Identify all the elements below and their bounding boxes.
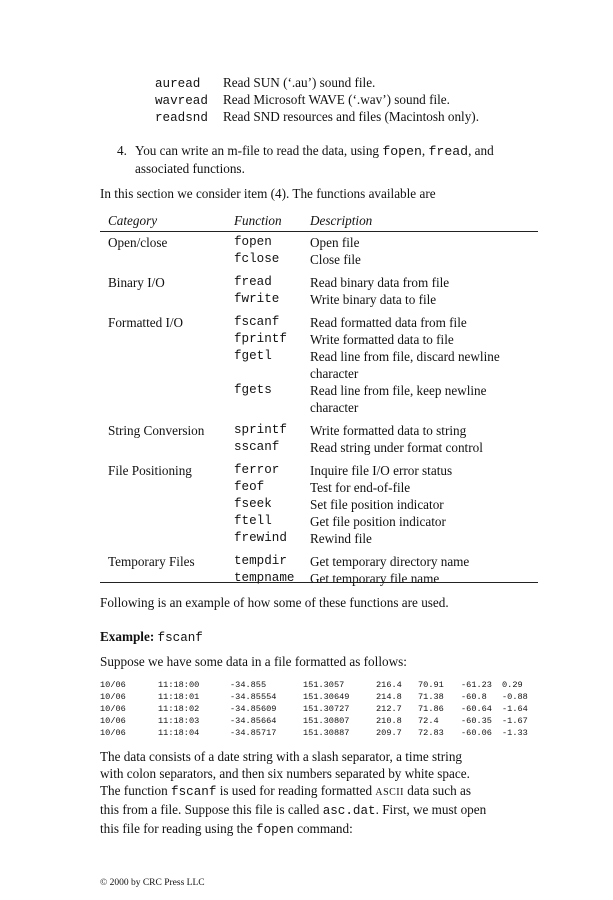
text-line: with colon separators, and then six numbers separated by white space. (100, 766, 470, 781)
intro-paragraph: In this section we consider item (4). The functions available are (100, 186, 436, 201)
function-cell: fread (234, 275, 272, 289)
description-cell: Inquire file I/O error status (310, 463, 453, 478)
data-cell: 151.30649 (303, 692, 350, 702)
suppose-paragraph: Suppose we have some data in a file formatted as follows: (100, 654, 407, 669)
list-item-text (135, 142, 542, 177)
data-cell: 10/06 (100, 680, 126, 690)
description-cell: Get temporary directory name (310, 554, 470, 569)
data-cell: 72.83 (418, 728, 444, 738)
function-name: readsnd (155, 111, 208, 125)
text-line: The data consists of a date string with a slash separator, a time string (100, 749, 463, 764)
function-cell: tempdir (234, 554, 287, 568)
function-description: Read SND resources and files (Macintosh only). (223, 109, 479, 124)
function-description: Read SUN (‘.au’) sound file. (223, 75, 376, 90)
data-cell: -61.23 (461, 680, 492, 690)
data-cell: -1.64 (502, 704, 528, 714)
data-cell: 10/06 (100, 704, 126, 714)
code-filename: asc.dat (322, 804, 376, 818)
text: You can write an m-file to read the data, using (135, 143, 383, 158)
data-cell: -60.64 (461, 704, 492, 714)
data-cell: 210.8 (376, 716, 402, 726)
description-cell: Read binary data from file (310, 275, 450, 290)
description-cell: Write formatted data to file (310, 332, 454, 347)
data-cell: -60.8 (461, 692, 487, 702)
code-fopen: fopen (382, 144, 422, 159)
text: , and associated functions. (135, 143, 494, 176)
data-cell: -60.35 (461, 716, 492, 726)
function-cell: sprintf (234, 423, 287, 437)
description-cell: Set file position indicator (310, 497, 444, 512)
function-cell: sscanf (234, 440, 280, 454)
text: , (421, 143, 429, 158)
data-cell: 72.4 (418, 716, 439, 726)
text-line (100, 782, 540, 801)
code-fread: fread (428, 144, 469, 159)
text-line (100, 820, 540, 839)
category-cell: Temporary Files (108, 554, 195, 569)
description-cell: Test for end-of-file (310, 480, 411, 495)
copyright-footer: © 2000 by CRC Press LLC (100, 878, 205, 888)
reader-row (155, 74, 375, 92)
data-listing (100, 679, 540, 741)
function-cell: fgetl (234, 349, 272, 363)
description-cell: Get temporary file name (310, 571, 440, 586)
description-cell: Read line from file, keep newline (310, 383, 487, 398)
data-cell: 11:18:04 (158, 728, 200, 738)
function-cell: fwrite (234, 292, 280, 306)
description-cell: Get file position indicator (310, 514, 446, 529)
description-cell: Read formatted data from file (310, 315, 467, 330)
description-cell: character (310, 400, 359, 415)
list-number: 4. (117, 143, 127, 158)
function-cell: fgets (234, 383, 272, 397)
data-cell: 11:18:01 (158, 692, 200, 702)
text-line (100, 801, 540, 820)
data-cell: 70.91 (418, 680, 444, 690)
data-cell: 151.30887 (303, 728, 350, 738)
header-description: Description (310, 213, 373, 228)
example-function: fscanf (157, 631, 203, 645)
data-cell: 216.4 (376, 680, 402, 690)
table-rule-bottom (100, 582, 538, 583)
data-cell: -34.85554 (230, 692, 277, 702)
data-cell: -1.67 (502, 716, 528, 726)
description-cell: Read line from file, discard newline (310, 349, 500, 364)
category-cell: File Positioning (108, 463, 192, 478)
data-cell: -34.85609 (230, 704, 277, 714)
data-cell: -0.88 (502, 692, 528, 702)
data-cell: -60.06 (461, 728, 492, 738)
function-cell: fopen (234, 235, 272, 249)
function-cell: ferror (234, 463, 280, 477)
text: this file for reading using the (100, 821, 257, 836)
data-cell: 212.7 (376, 704, 402, 714)
category-cell: Binary I/O (108, 275, 165, 290)
text: The function (100, 783, 172, 798)
data-cell: 11:18:00 (158, 680, 200, 690)
following-paragraph: Following is an example of how some of these functions are used. (100, 595, 449, 610)
data-cell: 10/06 (100, 692, 126, 702)
text: is used for reading formatted (216, 783, 376, 798)
data-cell: 209.7 (376, 728, 402, 738)
function-description: Read Microsoft WAVE (‘.wav’) sound file. (223, 92, 450, 107)
data-cell: 71.86 (418, 704, 444, 714)
function-cell: fscanf (234, 315, 280, 329)
data-cell: 214.8 (376, 692, 402, 702)
description-cell: Open file (310, 235, 360, 250)
data-cell: 151.30807 (303, 716, 350, 726)
description-cell: Close file (310, 252, 361, 267)
header-function: Function (234, 213, 282, 228)
data-cell: -1.33 (502, 728, 528, 738)
data-cell: 10/06 (100, 716, 126, 726)
data-cell: 0.29 (502, 680, 523, 690)
data-cell: -34.85664 (230, 716, 277, 726)
closing-paragraph (100, 748, 540, 839)
ascii-smallcaps: ASCII (375, 787, 404, 798)
text: this from a file. Suppose this file is called (100, 802, 323, 817)
data-cell: 11:18:03 (158, 716, 200, 726)
data-cell: 11:18:02 (158, 704, 200, 714)
category-cell: Open/close (108, 235, 168, 250)
function-cell: feof (234, 480, 265, 494)
function-cell: fseek (234, 497, 272, 511)
data-cell: 71.38 (418, 692, 444, 702)
data-cell: -34.85717 (230, 728, 277, 738)
category-cell: String Conversion (108, 423, 205, 438)
list-item-4 (117, 142, 542, 177)
code-fopen: fopen (256, 823, 294, 837)
data-cell: -34.855 (230, 680, 267, 690)
text: . First, we must open (375, 802, 487, 817)
function-cell: tempname (234, 571, 295, 585)
description-cell: Rewind file (310, 531, 372, 546)
table-rule-top (100, 231, 538, 232)
function-cell: fclose (234, 252, 280, 266)
function-cell: ftell (234, 514, 272, 528)
function-cell: fprintf (234, 332, 287, 346)
description-cell: character (310, 366, 359, 381)
header-category: Category (108, 213, 158, 228)
example-heading (100, 628, 203, 647)
description-cell: Write formatted data to string (310, 423, 467, 438)
data-cell: 10/06 (100, 728, 126, 738)
function-name: wavread (155, 94, 208, 108)
data-cell: 151.30727 (303, 704, 350, 714)
reader-row (155, 91, 450, 109)
function-name: auread (155, 77, 201, 91)
example-label: Example: (100, 629, 155, 644)
category-cell: Formatted I/O (108, 315, 184, 330)
code-fscanf: fscanf (171, 785, 217, 799)
function-cell: frewind (234, 531, 287, 545)
text: command: (293, 821, 353, 836)
data-cell: 151.3057 (303, 680, 345, 690)
reader-row (155, 108, 479, 126)
description-cell: Write binary data to file (310, 292, 437, 307)
text: data such as (403, 783, 471, 798)
description-cell: Read string under format control (310, 440, 483, 455)
